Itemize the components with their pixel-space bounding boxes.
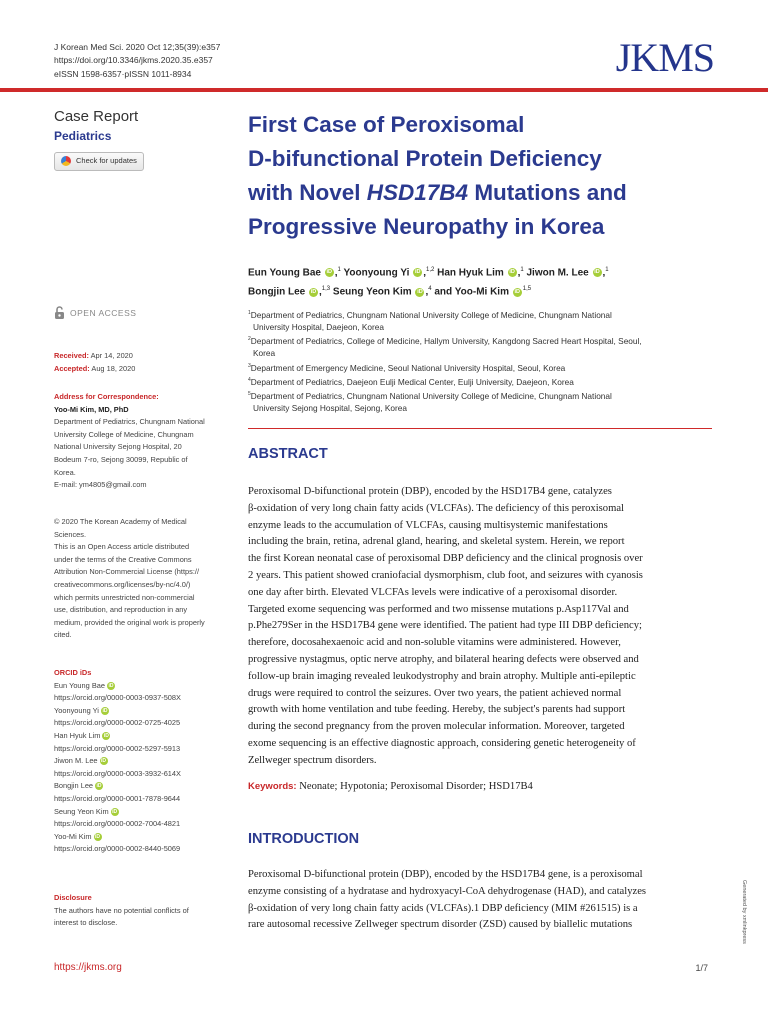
author-name[interactable]: Jiwon M. Lee [526,267,589,279]
copyright-line: Sciences. [54,529,87,539]
disclosure-line: The authors have no potential conflicts of [54,905,189,915]
open-access-label: OPEN ACCESS [70,307,137,318]
received-date: Apr 14, 2020 [90,351,133,360]
disclosure [54,892,234,930]
dates [54,350,234,375]
orcid-link[interactable]: https://orcid.org/0000-0002-5297-5913 [54,743,181,753]
abstract-body: Peroxisomal D-bifunctional protein (DBP), encoded by the HSD17B4 gene, catalyzes β-oxidation of very long chain fatty acids (VLCFAs). The deficiency of this peroxisomal enzyme leads to the accumulation of VLCFAs, causing multisystemic manifestations including the brain, retina, adrenal gland, hearing, and skeletal system. Herein, we report the first Korean neonatal case of peroxisomal DBP deficiency and the clinical prognosis over 2 years. This patient showed craniofacial dysmorphism, club foot, and seizures with cyanosis one day after birth. Elevated VLCFAs levels were indicative of a peroxisomal disorder. Targeted exome sequencing was performed and two missense mutations p.Asp117Val and p.Phe279Ser in the HSD17B4 gene were identified. The patient had type III DBP deficiency; therefore, docosahexaenoic acid and non-soluble vitamins were administered. However, progressive nystagmus, optic nerve atrophy, and bilateral hearing defects were observed and follow-up brain imaging revealed leukodystrophy and brain atrophy. Multiple anti-epileptic drugs were required to control the seizures. Over two years, the patient achieved normal growth with home ventilation and tube feeding. Hereby, the subject's parents had support during the second pregnancy from the proven molecular information. Moreover, targeted exome sequencing is an effective diagnostic approach, considering genetic heterogeneity of Zellweger spectrum disorders. [248,486,643,766]
orcid-link[interactable]: https://orcid.org/0000-0003-0937-508X [54,693,181,703]
correspondence-line: National University Sejong Hospital, 20 [54,442,182,452]
orcid-icon[interactable]: iD [326,269,332,276]
keywords [248,779,712,796]
orcid-icon: iD [96,783,102,790]
orcid-list [54,667,234,856]
orcid-entry: Yoonyoung Yi iD [54,705,108,715]
introduction-body: Peroxisomal D-bifunctional protein (DBP), encoded by the HSD17B4 gene, is a peroxisomal enzyme consisting of a hydratase and hydroxyacyl-CoA dehydrogenase (HAD), and catalyzes β-oxidation of very long chain fatty acids (VLCFAs).1 DBP deficiency (MIM #261515) is a rare autosomal recessive Zellweger spectrum disorder (ZSD) caused by biallelic mutations [248,869,647,931]
orcid-link[interactable]: https://orcid.org/0000-0002-0725-4025 [54,718,181,728]
orcid-icon: iD [108,682,114,689]
copyright-line[interactable]: creativecommons.org/licenses/by-nc/4.0/) [54,579,191,589]
journal-logo[interactable]: JKMS [615,35,714,80]
crossmark-icon [61,156,71,166]
affiliation: $^4$Department of Pediatrics, Daejeon Eulji Medical Center, Eulji University, Daejeon, Korea [248,376,574,387]
correspondence-line: University College of Medicine, Chungnam [54,429,194,439]
author-name[interactable]: Seung Yeon Kim [332,286,412,298]
orcid-icon: iD [103,733,109,740]
page-number: 1/7 [695,963,708,973]
orcid-link[interactable]: https://orcid.org/0000-0002-8440-5069 [54,844,181,854]
sidebar [54,108,234,171]
author-name[interactable]: Yoo-Mi Kim [454,286,509,298]
affiliation: $^1$Department of Pediatrics, Chungnam National University College of Medicine, Chungnam National University Hospital, Daejeon, Korea [248,309,612,333]
correspondence-email[interactable]: E-mail: ym4805@gmail.com [54,480,147,490]
affiliation: $^5$Department of Pediatrics, Chungnam National University College of Medicine, Chungnam National University Sejong Hospital, Sejong, Korea [248,390,612,413]
affiliation: $^3$Department of Emergency Medicine, Seoul National University Hospital, Seoul, Korea [248,362,566,373]
copyright-line: medium, provided the original work is properly [54,617,205,627]
orcid-entry: Yoo-Mi Kim iD [54,831,101,841]
orcid-entry: Han Hyuk Lim iD [54,730,109,740]
citation: J Korean Med Sci. 2020 Oct 12;35(39):e357 [54,42,221,52]
journal-header [54,41,220,81]
orcid-link[interactable]: https://orcid.org/0000-0002-7004-4821 [54,819,181,829]
orcid-entry: Eun Young Bae iD [54,680,114,690]
correspondence-label: Address for Correspondence: [54,392,159,401]
issn: eISSN 1598-6357·pISSN 1011-8934 [54,68,192,79]
affiliations [248,307,712,414]
orcid-label: ORCID iDs [54,668,92,677]
author-name[interactable]: Han Hyuk Lim [437,267,504,279]
correspondence [54,391,234,492]
open-access-badge [54,306,136,319]
author-name[interactable]: Yoonyoung Yi [343,267,410,279]
orcid-entry: Jiwon M. Lee iD [54,756,107,766]
copyright-line: which permits unrestricted non-commercial [54,592,195,602]
correspondence-line: Bodeum 7-ro, Sejong 30099, Republic of [54,454,188,464]
copyright-line: cited. [54,630,72,640]
orcid-entry: Bongjin Lee iD [54,781,102,791]
orcid-icon: iD [95,833,101,840]
copyright-line: under the terms of the Creative Commons [54,554,192,564]
header-divider [0,88,768,92]
copyright-line: © 2020 The Korean Academy of Medical [54,517,187,526]
correspondence-name: Yoo-Mi Kim, MD, PhD [54,404,129,414]
accepted-label: Accepted: [54,363,90,373]
copyright-line: This is an Open Access article distributed [54,542,190,552]
orcid-link[interactable]: https://orcid.org/0000-0003-3932-614X [54,768,181,778]
accepted-date: Aug 18, 2020 [91,363,136,373]
orcid-icon: iD [112,808,118,815]
orcid-icon[interactable]: iD [310,288,317,295]
correspondence-line: Department of Pediatrics, Chungnam National [54,417,205,427]
keywords-label: Keywords: [248,781,297,792]
orcid-entry: Seung Yeon Kim iD [54,806,118,816]
introduction-heading: INTRODUCTION [248,831,360,847]
author-name[interactable]: Eun Young Bae [248,267,321,279]
author-name[interactable]: Bongjin Lee [248,286,306,298]
section-divider [248,428,712,429]
check-for-updates-button[interactable] [54,152,144,171]
orcid-icon[interactable]: iD [414,269,421,276]
correspondence-line: Korea. [54,467,76,477]
received-label: Received: [54,351,89,360]
article-type: Case Report [54,108,139,125]
copyright [54,516,234,642]
disclosure-line: interest to disclose. [54,918,118,928]
orcid-icon[interactable]: iD [417,288,423,295]
orcid-icon[interactable]: iD [594,269,600,276]
article-title: First Case of Peroxisomal D-bifunctional Protein Deficiency with Novel HSD17B4 Mutations and Progressive Neuropathy in Korea [248,112,627,239]
doi-link[interactable]: https://doi.org/10.3346/jkms.2020.35.e357 [54,55,213,66]
affiliation: $^2$Department of Pediatrics, College of Medicine, Hallym University, Kangdong Sacred Heart Hospital, Seoul, Korea [248,336,642,359]
disclosure-label: Disclosure [54,893,92,902]
copyright-line[interactable]: Attribution Non-Commercial License (https:// [54,567,199,577]
journal-url-link[interactable]: https://jkms.org [54,962,122,973]
keywords-list: Neonate; Hypotonia; Peroxisomal Disorder; HSD17B4 [299,781,533,792]
orcid-icon: iD [101,758,107,765]
crossmark-badge[interactable]: Generated by xmlinkpress [741,880,747,944]
author-list: Eun Young Bae iD ,$^1$ Yoonyoung Yi iD ,$^{1,2}$ Han Hyuk Lim iD ,$^1$ Jiwon M. Lee iD ,$^1$ Bongjin Lee iD ,$^{1,3}$ Seung Yeon Kim iD ,$^4$ and Yoo-Mi Kim iD $^{1,5}$ [248,267,609,298]
check-for-updates-label: Check for updates [76,156,137,165]
orcid-link[interactable]: https://orcid.org/0000-0001-7878-9644 [54,793,181,803]
orcid-icon: iD [102,707,108,714]
article-section[interactable]: Pediatrics [54,129,112,143]
orcid-icon[interactable]: iD [514,288,521,295]
gene-name: HSD17B4 [366,180,469,205]
abstract-heading: ABSTRACT [248,446,328,462]
copyright-line: use, distribution, and reproduction in any [54,605,188,615]
open-lock-icon [54,306,65,319]
orcid-icon[interactable]: iD [509,269,515,276]
